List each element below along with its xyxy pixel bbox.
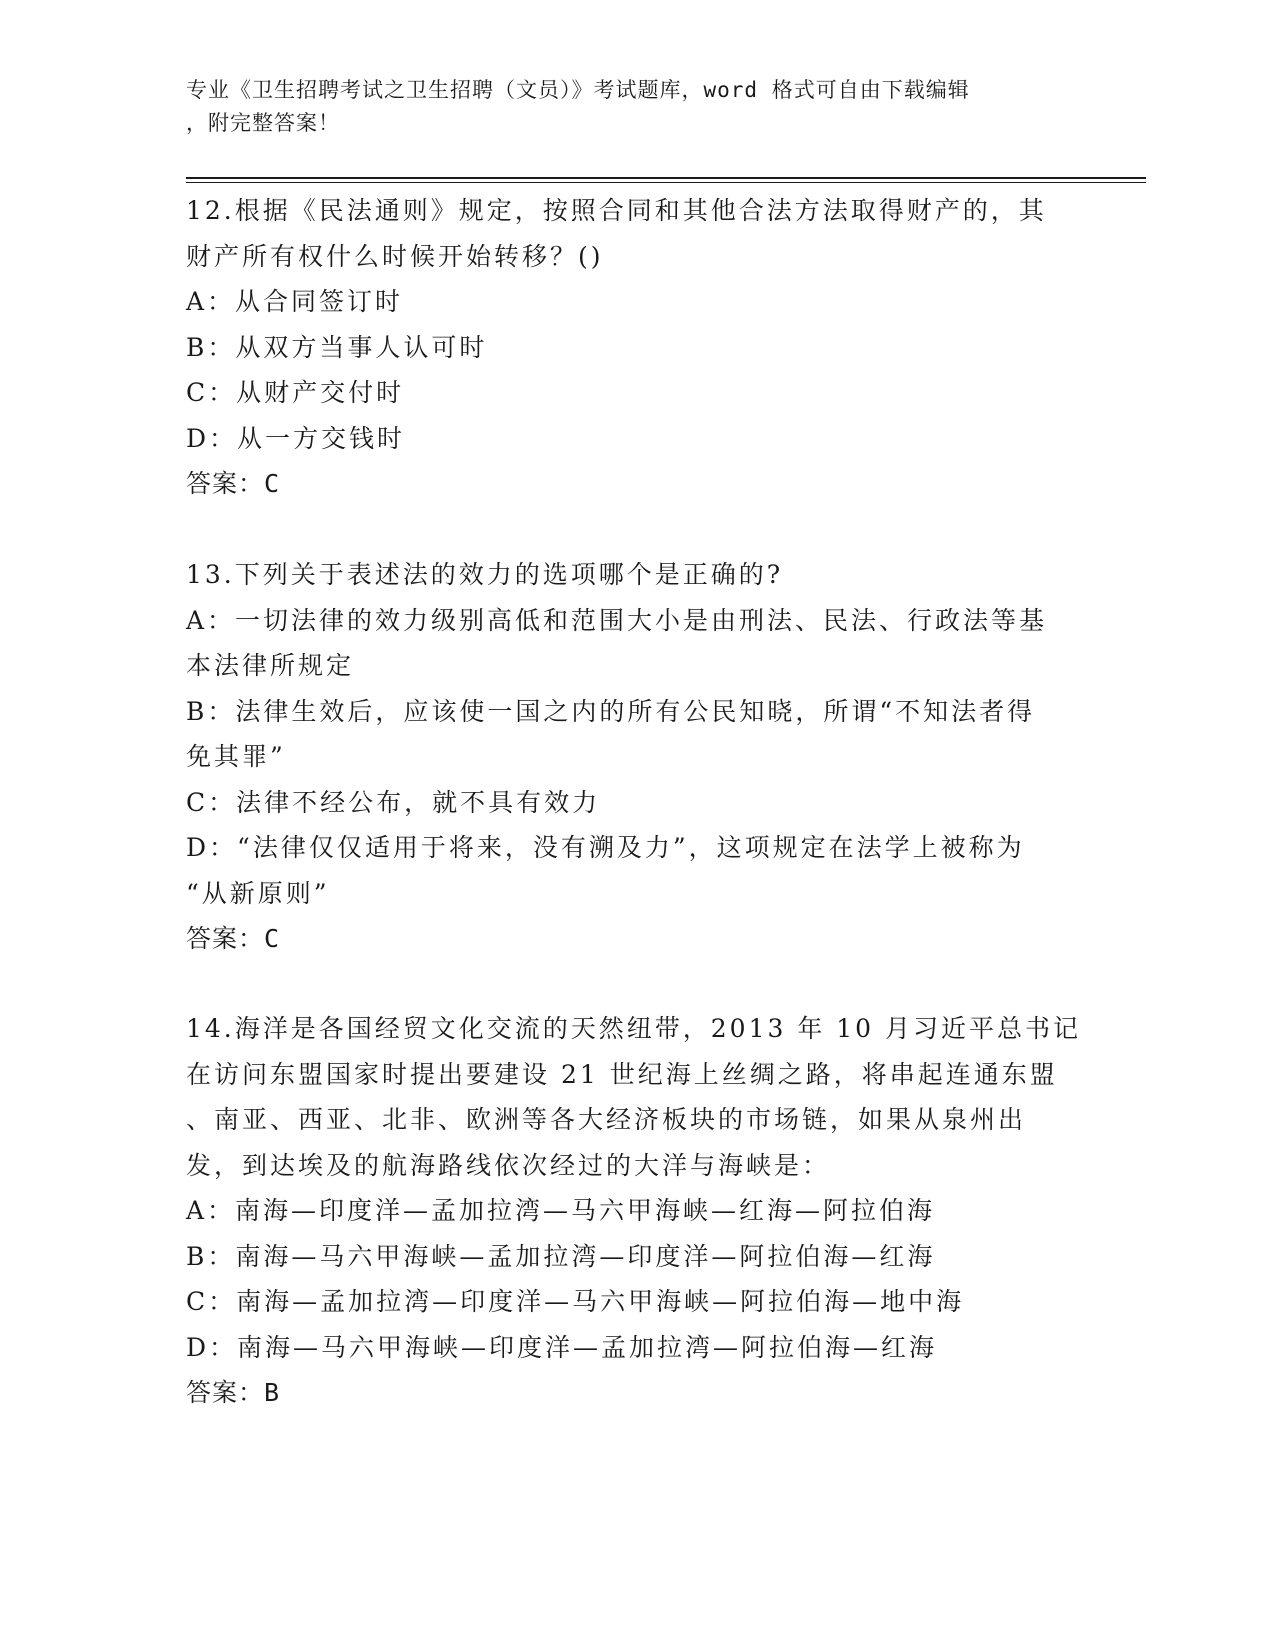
option-a: A：南海—印度洋—孟加拉湾—马六甲海峡—红海—阿拉伯海 bbox=[186, 1196, 936, 1225]
question-stem: 发，到达埃及的航海路线依次经过的大洋与海峡是： bbox=[186, 1150, 831, 1180]
option-a: A：从合同签订时 bbox=[186, 287, 404, 316]
header-divider bbox=[186, 182, 1146, 183]
document-header bbox=[186, 74, 1066, 140]
option-c: C：从财产交付时 bbox=[186, 378, 405, 407]
option-d-continued: “从新原则” bbox=[186, 878, 330, 908]
option-a: A：一切法律的效力级别高低和范围大小是由刑法、民法、行政法等基 bbox=[186, 605, 1048, 635]
question-block bbox=[186, 1006, 1082, 1416]
option-a-continued: 本法律所规定 bbox=[186, 651, 355, 680]
option-b: B：从双方当事人认可时 bbox=[186, 332, 488, 362]
question-block bbox=[186, 552, 1066, 962]
answer-line: 答案：C bbox=[186, 924, 281, 953]
question-stem: 在访问东盟国家时提出要建设 21 世纪海上丝绸之路，将串起连通东盟 bbox=[186, 1059, 1058, 1089]
answer-line: 答案：C bbox=[186, 469, 281, 498]
option-b: B：法律生效后，应该使一国之内的所有公民知晓，所谓“不知法者得 bbox=[186, 696, 1036, 726]
option-d: D：“法律仅仅适用于将来，没有溯及力”，这项规定在法学上被称为 bbox=[186, 833, 1025, 862]
option-c: C：南海—孟加拉湾—印度洋—马六甲海峡—阿拉伯海—地中海 bbox=[186, 1287, 965, 1316]
option-b: B：南海—马六甲海峡—孟加拉湾—印度洋—阿拉伯海—红海 bbox=[186, 1241, 936, 1271]
answer-line: 答案：B bbox=[186, 1378, 281, 1407]
question-stem: 13.下列关于表述法的效力的选项哪个是正确的? bbox=[186, 560, 784, 589]
header-line: ，附完整答案！ bbox=[186, 111, 340, 135]
question-stem: 12.根据《民法通则》规定，按照合同和其他合法方法取得财产的，其 bbox=[186, 196, 1047, 225]
option-c: C：法律不经公布，就不具有效力 bbox=[186, 787, 601, 817]
header-line: 专业《卫生招聘考试之卫生招聘（文员）》考试题库，word 格式可自由下载编辑 bbox=[186, 78, 970, 102]
header-divider bbox=[186, 177, 1146, 179]
option-d: D：从一方交钱时 bbox=[186, 423, 406, 453]
option-b-continued: 免其罪” bbox=[186, 742, 286, 771]
question-stem: 14.海洋是各国经贸文化交流的天然纽带，2013 年 10 月习近平总书记 bbox=[186, 1014, 1082, 1043]
option-d: D：南海—马六甲海峡—印度洋—孟加拉湾—阿拉伯海—红海 bbox=[186, 1332, 938, 1362]
question-stem: 、南亚、西亚、北非、欧洲等各大经济板块的市场链，如果从泉州出 bbox=[186, 1105, 1027, 1134]
question-stem: 财产所有权什么时候开始转移？() bbox=[186, 241, 604, 271]
question-block bbox=[186, 188, 1066, 507]
